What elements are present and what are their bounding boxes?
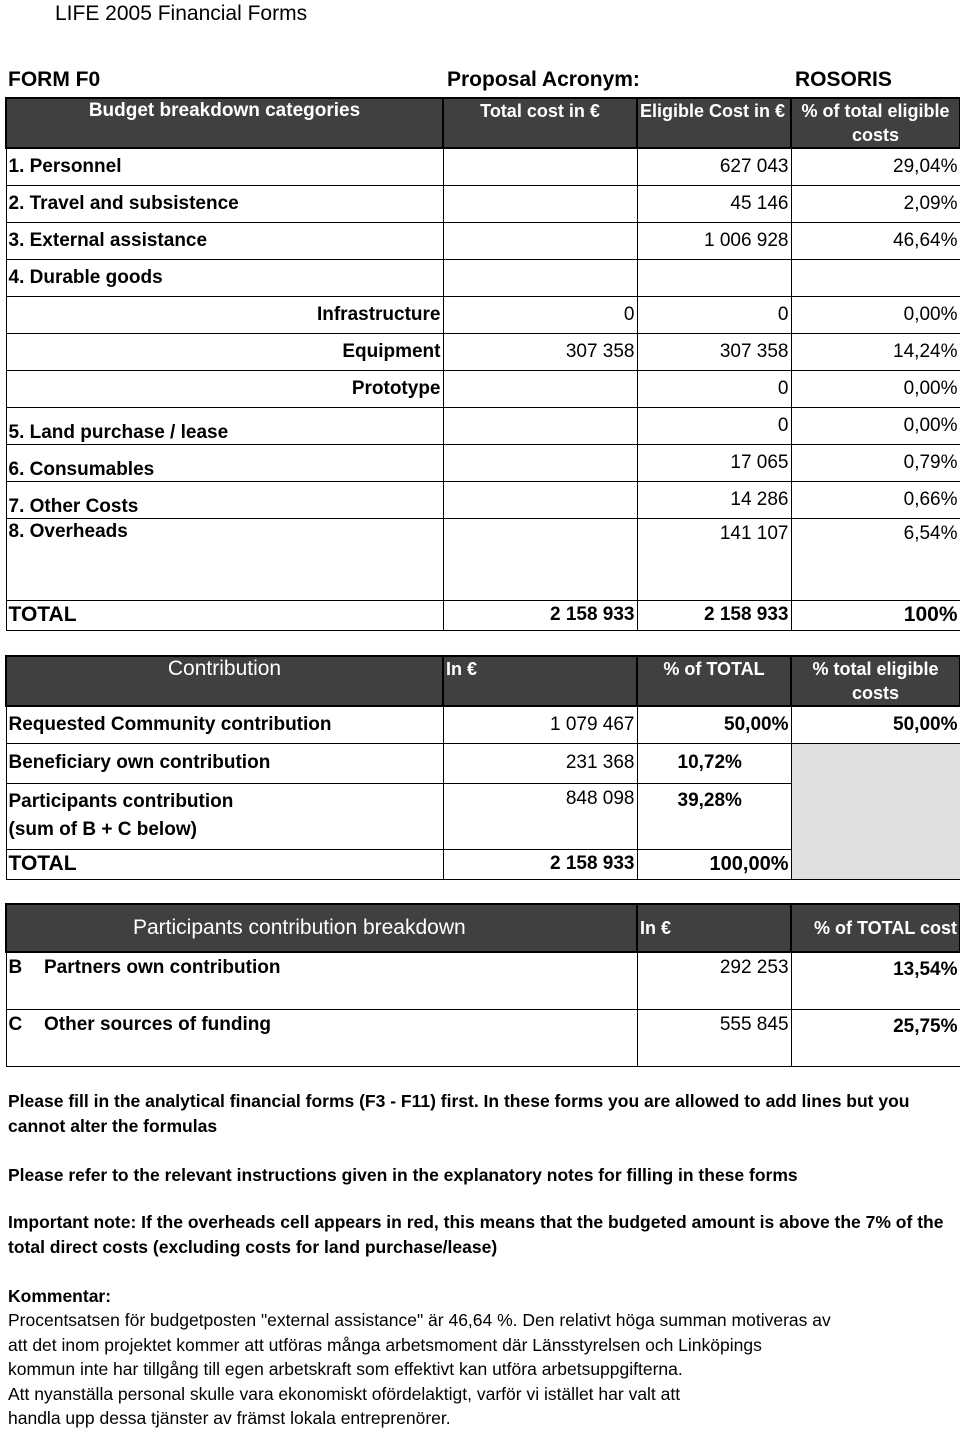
- table-row: [6, 407, 960, 444]
- row-label: Prototype: [6, 370, 443, 407]
- row-total: [443, 407, 637, 444]
- row-eligible: 1 006 928: [637, 222, 791, 259]
- header-in-eur: In €: [637, 904, 791, 952]
- header-contribution: Contribution: [6, 656, 443, 706]
- row-value: 292 253: [637, 952, 791, 1009]
- row-letter: C: [6, 1009, 42, 1066]
- contribution-header-row: [6, 656, 960, 706]
- row-total: 307 358: [443, 333, 637, 370]
- row-eligible: 141 107: [637, 518, 791, 600]
- table-row: [6, 222, 960, 259]
- form-id: FORM F0: [8, 68, 101, 91]
- comment-line: handla upp dessa tjänster av främst lokala entreprenörer.: [8, 1408, 451, 1428]
- participants-pct-total: 39,28%: [637, 783, 791, 849]
- row-label: Equipment: [6, 333, 443, 370]
- row-value: 555 845: [637, 1009, 791, 1066]
- comment-line: Procentsatsen för budgetposten "external assistance" är 46,64 %. Den relativt höga summan motiveras av: [8, 1310, 831, 1330]
- beneficiary-label: Beneficiary own contribution: [6, 743, 443, 783]
- header-in-eur: In €: [443, 656, 637, 706]
- comment-line: att det inom projektet kommer att utföras många arbetsmoment där Länsstyrelsen och Linköpings: [8, 1334, 762, 1355]
- table-row: [6, 370, 960, 407]
- empty-shaded-cell: [791, 743, 960, 879]
- header-total-cost: Total cost in €: [443, 98, 637, 148]
- beneficiary-value: 231 368: [443, 743, 637, 783]
- row-eligible: 45 146: [637, 185, 791, 222]
- participants-label: [6, 783, 443, 849]
- contribution-total-value: 2 158 933: [443, 849, 637, 879]
- contribution-total-label: TOTAL: [6, 849, 443, 879]
- document-title: LIFE 2005 Financial Forms: [55, 2, 308, 25]
- header-pct-total: % of TOTAL: [637, 656, 791, 706]
- row-eligible: 0: [637, 296, 791, 333]
- header-pct-total-cost: % of TOTAL cost: [791, 904, 960, 952]
- contribution-table: [5, 655, 960, 880]
- row-label: 7. Other Costs: [6, 481, 443, 518]
- contribution-total-pct: 100,00%: [637, 849, 791, 879]
- row-label: Other sources of funding: [42, 1009, 637, 1066]
- comment-label: Kommentar:: [8, 1286, 112, 1306]
- row-letter: B: [6, 952, 42, 1009]
- requested-label: Requested Community contribution: [6, 706, 443, 743]
- total-cost: 2 158 933: [443, 600, 637, 630]
- row-pct: 0,00%: [791, 407, 960, 444]
- total-label: TOTAL: [6, 600, 443, 630]
- row-eligible: 14 286: [637, 481, 791, 518]
- row-label: 5. Land purchase / lease: [6, 407, 443, 444]
- row-label: 1. Personnel: [6, 148, 443, 185]
- row-label: 4. Durable goods: [6, 259, 443, 296]
- budget-header-row: [6, 98, 960, 148]
- table-row: [6, 333, 960, 370]
- note-refer-instructions: Please refer to the relevant instructions given in the explanatory notes for filling in these forms: [8, 1165, 798, 1185]
- participants-value: 848 098: [443, 783, 637, 849]
- row-total: [443, 222, 637, 259]
- row-eligible: 17 065: [637, 444, 791, 481]
- row-pct: 0,79%: [791, 444, 960, 481]
- table-row: [6, 259, 960, 296]
- table-row: [6, 518, 960, 600]
- total-eligible: 2 158 933: [637, 600, 791, 630]
- comment-line: Att nyanställa personal skulle vara ekonomiskt ofördelaktigt, varför vi istället har valt att: [8, 1383, 681, 1404]
- table-row: [6, 148, 960, 185]
- row-total: [443, 518, 637, 600]
- row-eligible: [637, 259, 791, 296]
- row-pct: 0,00%: [791, 370, 960, 407]
- total-pct: 100%: [791, 600, 960, 630]
- row-eligible: 0: [637, 370, 791, 407]
- row-pct: 2,09%: [791, 185, 960, 222]
- budget-table: [5, 97, 960, 631]
- table-row: [6, 743, 960, 783]
- header-breakdown: Participants contribution breakdown: [6, 904, 637, 952]
- row-eligible: 627 043: [637, 148, 791, 185]
- row-pct: 25,75%: [791, 1009, 960, 1066]
- note-overheads: Important note: If the overheads cell appears in red, this means that the budgeted amount is above the 7% of the total direct costs (excluding costs for land purchase/lease): [8, 1212, 944, 1257]
- row-total: [443, 185, 637, 222]
- row-pct: 0,66%: [791, 481, 960, 518]
- requested-pct-eligible: 50,00%: [791, 706, 960, 743]
- row-pct: 29,04%: [791, 148, 960, 185]
- row-label: Partners own contribution: [42, 952, 637, 1009]
- row-total: [443, 481, 637, 518]
- row-pct: [791, 259, 960, 296]
- acronym-value: ROSORIS: [795, 68, 892, 91]
- beneficiary-pct-total: 10,72%: [637, 743, 791, 783]
- comment-text: [8, 1308, 948, 1431]
- table-row: [6, 296, 960, 333]
- row-label: Infrastructure: [6, 296, 443, 333]
- row-pct: 0,00%: [791, 296, 960, 333]
- row-label: 2. Travel and subsistence: [6, 185, 443, 222]
- row-total: [443, 148, 637, 185]
- row-eligible: 0: [637, 407, 791, 444]
- row-eligible: 307 358: [637, 333, 791, 370]
- breakdown-header-row: [6, 904, 960, 952]
- comment-line: kommun inte har tillgång till egen arbetskraft som effektivt kan utföra arbetsuppgifterna.: [8, 1359, 683, 1379]
- header-pct-eligible: % total eligible costs: [791, 656, 960, 706]
- row-total: [443, 444, 637, 481]
- row-label: 6. Consumables: [6, 444, 443, 481]
- row-total: [443, 259, 637, 296]
- header-eligible-cost: Eligible Cost in €: [637, 98, 791, 148]
- requested-value: 1 079 467: [443, 706, 637, 743]
- row-pct: 46,64%: [791, 222, 960, 259]
- row-label: 3. External assistance: [6, 222, 443, 259]
- acronym-label: Proposal Acronym:: [447, 68, 640, 91]
- breakdown-table: [5, 903, 960, 1067]
- participants-label-line1: Participants contribution: [8, 790, 234, 812]
- note-fill-forms: Please fill in the analytical financial forms (F3 - F11) first. In these forms you are allowed to add lines but you cannot alter the formulas: [8, 1091, 910, 1136]
- row-pct: 13,54%: [791, 952, 960, 1009]
- table-row: [6, 185, 960, 222]
- header-pct-eligible: % of total eligible costs: [791, 98, 960, 148]
- table-row: [6, 481, 960, 518]
- row-total: [443, 370, 637, 407]
- row-label: 8. Overheads: [6, 518, 443, 600]
- table-row: [6, 706, 960, 743]
- table-row: [6, 952, 960, 1009]
- table-row: [6, 444, 960, 481]
- requested-pct-total: 50,00%: [637, 706, 791, 743]
- row-pct: 6,54%: [791, 518, 960, 600]
- row-pct: 14,24%: [791, 333, 960, 370]
- header-categories: Budget breakdown categories: [6, 98, 443, 148]
- table-row: [6, 1009, 960, 1066]
- participants-label-line2: (sum of B + C below): [8, 818, 197, 840]
- total-row: [6, 600, 960, 630]
- row-total: 0: [443, 296, 637, 333]
